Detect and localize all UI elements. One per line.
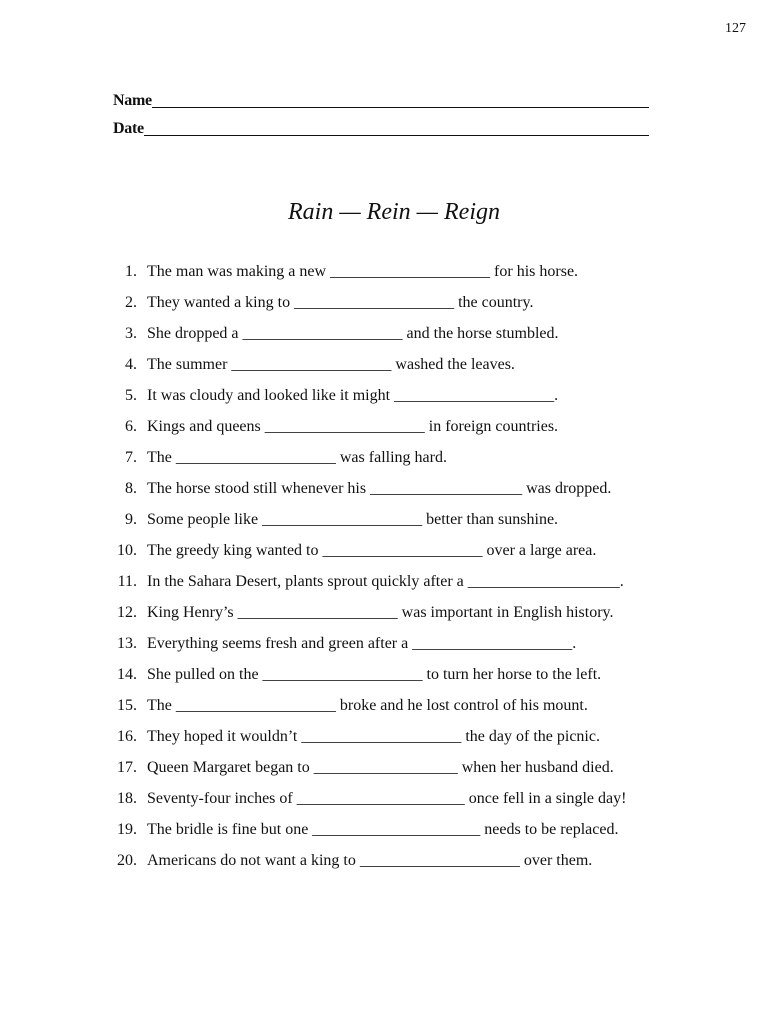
- name-line[interactable]: [152, 106, 649, 108]
- question-number: 4.: [125, 355, 137, 373]
- question-text: Kings and queens ____________________ in foreign countries.: [147, 417, 559, 435]
- question-text: The ____________________ was falling hard.: [147, 448, 447, 466]
- question-number: 5.: [125, 386, 137, 404]
- question-number: 14.: [117, 665, 137, 683]
- question-text: She pulled on the ____________________ to turn her horse to the left.: [147, 665, 602, 683]
- question-text: The horse stood still whenever his ___________________ was dropped.: [147, 479, 612, 497]
- question-item: [103, 318, 626, 349]
- question-item: [103, 597, 626, 628]
- question-text: Some people like ____________________ better than sunshine.: [147, 510, 559, 528]
- question-text: The man was making a new ____________________ for his horse.: [147, 262, 579, 280]
- name-field[interactable]: [113, 89, 649, 111]
- question-text: She dropped a ____________________ and the horse stumbled.: [147, 324, 559, 342]
- question-number: 20.: [117, 851, 137, 869]
- question-item: [103, 659, 626, 690]
- question-item: [103, 628, 626, 659]
- date-line[interactable]: [144, 134, 649, 136]
- question-number: 15.: [117, 696, 137, 714]
- question-number: 16.: [117, 727, 137, 745]
- question-number: 1.: [125, 262, 137, 280]
- question-text: The ____________________ broke and he lost control of his mount.: [147, 696, 588, 714]
- question-text: Americans do not want a king to ____________________ over them.: [147, 851, 593, 869]
- date-field[interactable]: [113, 117, 649, 139]
- question-text: Everything seems fresh and green after a ____________________.: [147, 634, 577, 652]
- page-number: 127: [725, 21, 746, 36]
- question-text: The summer ____________________ washed the leaves.: [147, 355, 515, 373]
- question-list: [103, 256, 626, 876]
- question-item: [103, 256, 626, 287]
- question-number: 13.: [117, 634, 137, 652]
- question-item: [103, 752, 626, 783]
- question-item: [103, 690, 626, 721]
- question-item: [103, 845, 626, 876]
- question-item: [103, 566, 626, 597]
- question-number: 8.: [125, 479, 137, 497]
- question-text: Seventy-four inches of _____________________ once fell in a single day!: [147, 789, 627, 807]
- question-text: Queen Margaret began to __________________ when her husband died.: [147, 758, 614, 776]
- question-item: [103, 442, 626, 473]
- question-number: 18.: [117, 789, 137, 807]
- question-number: 19.: [117, 820, 137, 838]
- question-number: 6.: [125, 417, 137, 435]
- question-text: They wanted a king to ____________________ the country.: [147, 293, 534, 311]
- question-text: They hoped it wouldn’t ____________________ the day of the picnic.: [147, 727, 600, 745]
- question-item: [103, 349, 626, 380]
- question-text: The greedy king wanted to ____________________ over a large area.: [147, 541, 597, 559]
- question-item: [103, 473, 626, 504]
- question-text: It was cloudy and looked like it might ____________________.: [147, 386, 559, 404]
- name-label: Name: [113, 92, 152, 109]
- question-text: In the Sahara Desert, plants sprout quickly after a ___________________.: [147, 572, 624, 590]
- question-item: [103, 783, 626, 814]
- question-number: 3.: [125, 324, 137, 342]
- question-item: [103, 287, 626, 318]
- question-item: [103, 504, 626, 535]
- question-number: 2.: [125, 293, 137, 311]
- worksheet-title: Rain — Rein — Reign: [288, 199, 500, 225]
- question-item: [103, 380, 626, 411]
- question-item: [103, 411, 626, 442]
- question-number: 9.: [125, 510, 137, 528]
- question-item: [103, 721, 626, 752]
- question-number: 10.: [117, 541, 137, 559]
- question-number: 7.: [125, 448, 137, 466]
- question-item: [103, 814, 626, 845]
- question-number: 17.: [117, 758, 137, 776]
- date-label: Date: [113, 120, 144, 137]
- question-text: King Henry’s ____________________ was important in English history.: [147, 603, 614, 621]
- question-number: 12.: [117, 603, 137, 621]
- question-item: [103, 535, 626, 566]
- question-number: 11.: [117, 572, 137, 590]
- question-text: The bridle is fine but one _____________________ needs to be replaced.: [147, 820, 619, 838]
